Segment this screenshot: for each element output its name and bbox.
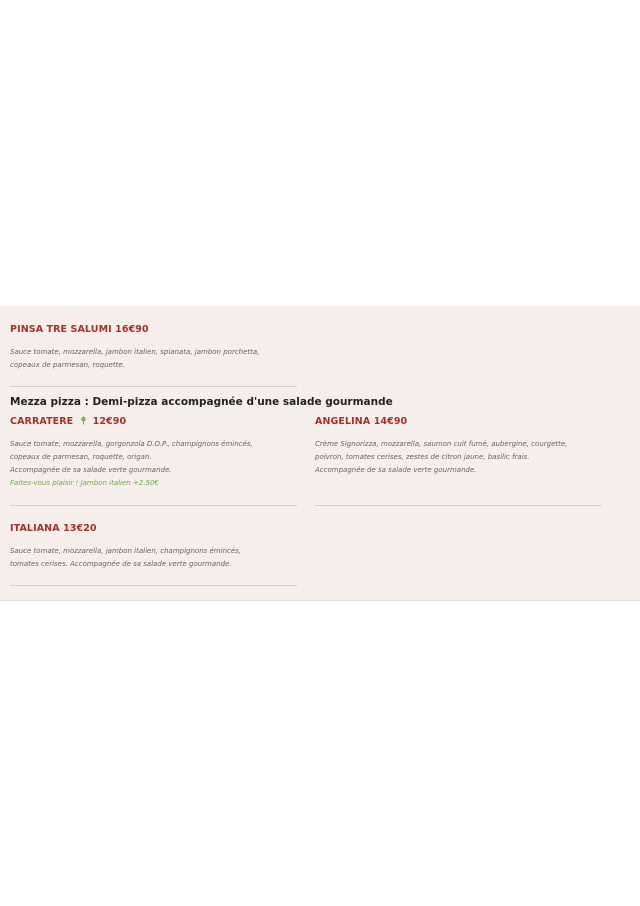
description-line: tomates cerises. Accompagnée de sa salade verte gourmande. [10, 560, 232, 568]
description-line: Sauce tomate, mozzarella, jambon italien, spianata, jambon porchetta, [10, 348, 260, 356]
menu-item-pinsa-tre-salumi [10, 323, 297, 372]
section-heading: Mezza pizza : Demi-pizza accompagnée d'une salade gourmande [10, 396, 393, 408]
description-line: poivron, tomates cerises, zestes de citron jaune, basilic frais. [315, 453, 530, 461]
extra-option: Faites-vous plaisir ! Jambon italien +2.50€ [10, 479, 159, 487]
description-line: Crème Signorizza, mozzarella, saumon cuit fumé, aubergine, courgette, [315, 440, 568, 448]
item-title: PINSA TRE SALUMI 16€90 [10, 324, 149, 335]
item-description [10, 346, 297, 372]
divider [10, 386, 297, 387]
item-description [315, 438, 602, 477]
divider [315, 505, 602, 506]
item-title [10, 415, 297, 429]
description-line: Accompagnée de sa salade verte gourmande. [10, 466, 172, 474]
divider [10, 505, 297, 506]
description-line: Sauce tomate, mozzarella, jambon italien, champignons émincés, [10, 547, 242, 555]
menu-item-carratere [10, 415, 297, 490]
description-line: copeaux de parmesan, roquette, origan. [10, 453, 152, 461]
item-title: ITALIANA 13€20 [10, 523, 97, 534]
item-description [10, 545, 297, 571]
description-line: Sauce tomate, mozzarella, gorgonzola D.O.P., champignons émincés, [10, 440, 253, 448]
menu-item-italiana [10, 522, 297, 571]
item-name: CARRATERE [10, 416, 74, 427]
item-price: 12€90 [92, 416, 127, 427]
description-line: Accompagnée de sa salade verte gourmande. [315, 466, 477, 474]
divider [10, 585, 297, 586]
menu-item-angelina [315, 415, 602, 477]
leaf-icon [79, 417, 91, 427]
item-description [10, 438, 297, 490]
description-line: copeaux de parmesan, roquette. [10, 361, 125, 369]
item-title: ANGELINA 14€90 [315, 416, 408, 427]
